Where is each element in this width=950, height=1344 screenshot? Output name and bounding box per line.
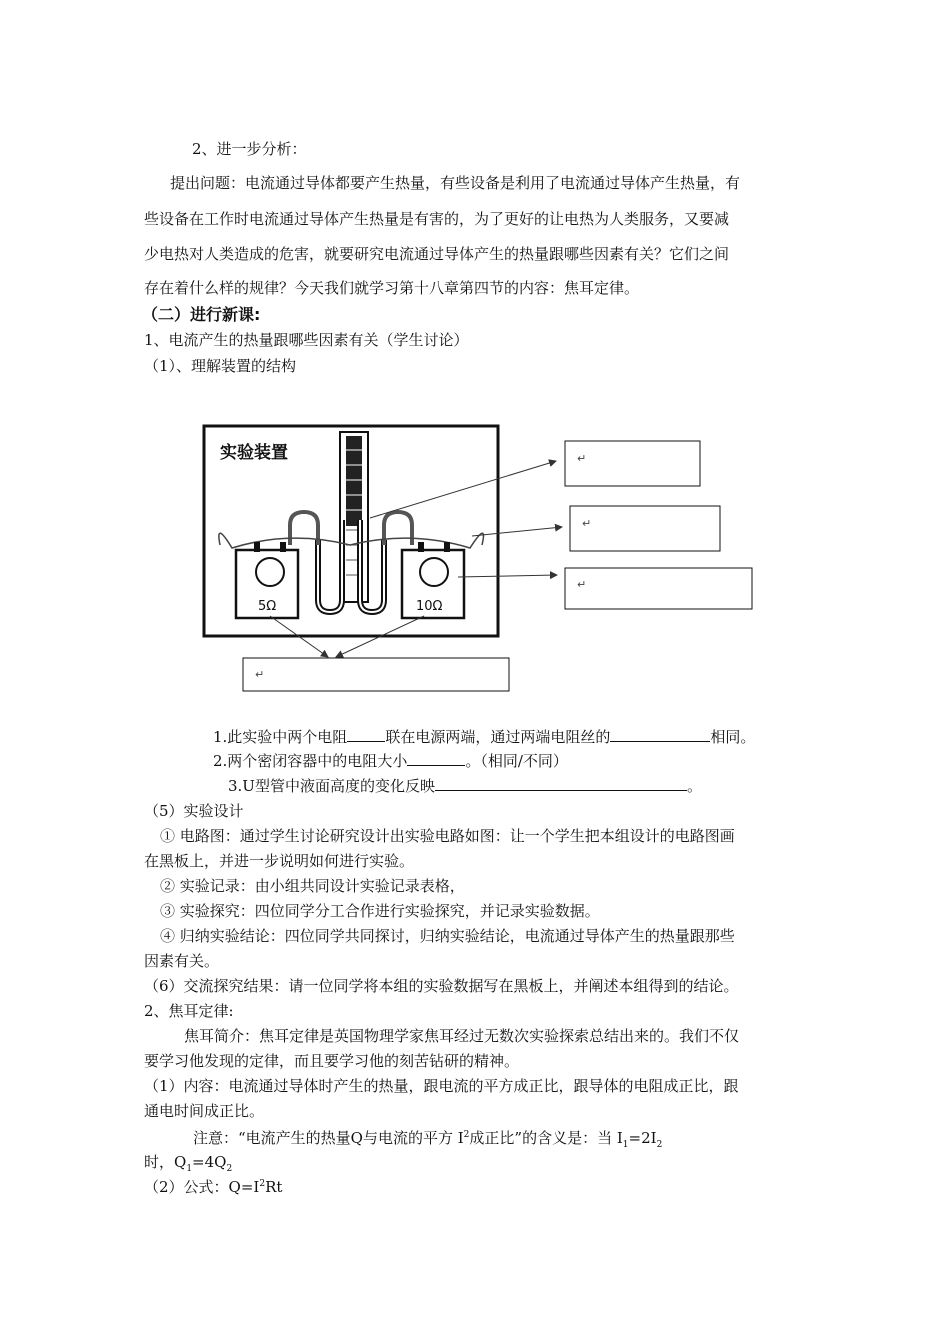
question-line-3: 少电热对人类造成的危害，就要研究电流通过导体产生的热量跟哪些因素有关？它们之间: [144, 245, 730, 263]
question-line-4: 存在着什么样的规律？今天我们就学习第十八章第四节的内容：焦耳定律。: [144, 279, 640, 297]
content-a: （1）内容：电流通过导体时产生的热量，跟电流的平方成正比，跟导体的电阻成正比，跟: [144, 1077, 739, 1095]
exchange-results: （6）交流探究结果：请一位同学将本组的实验数据写在黑板上，并阐述本组得到的结论。: [144, 977, 739, 995]
question-1: 1.此实验中两个电阻 联在电源两端，通过两端电阻丝的 相同。: [213, 728, 756, 746]
resistor-left-label: 5Ω: [258, 599, 277, 614]
design-step-2: ② 实验记录：由小组共同设计实验记录表格，: [160, 877, 465, 895]
question-3: 3.U型管中液面高度的变化反映 。: [228, 777, 702, 795]
svg-text:↵: ↵: [577, 452, 587, 465]
answer-box-4: [243, 658, 509, 691]
design-step-4a: ④ 归纳实验结论：四位同学共同探讨，归纳实验结论，电流通过导体产生的热量跟那些: [160, 927, 735, 945]
item-2-heading: 2、焦耳定律:: [144, 1002, 234, 1020]
design-step-4b: 因素有关。: [144, 952, 220, 970]
svg-text:↵: ↵: [582, 517, 592, 530]
svg-text:↵: ↵: [577, 578, 587, 591]
joule-intro-a: 焦耳简介：焦耳定律是英国物理学家焦耳经过无数次实验探索总结出来的。我们不仅: [184, 1027, 740, 1045]
content-b: 通电时间成正比。: [144, 1102, 265, 1120]
item-1-heading: 1、电流产生的热量跟哪些因素有关（学生讨论）: [144, 331, 469, 349]
blank-same-quantity[interactable]: [610, 727, 710, 742]
blank-reflects[interactable]: [435, 776, 687, 791]
answer-box-2: [570, 506, 720, 551]
svg-text:↵: ↵: [255, 668, 265, 681]
blank-connection[interactable]: [347, 727, 385, 742]
answer-box-3: [565, 568, 752, 609]
heading-new-lesson: （二）进行新课:: [142, 305, 261, 324]
joule-intro-b: 要学习他发现的定律，而且要学习他的刻苦钻研的精神。: [144, 1052, 520, 1070]
blank-resistance[interactable]: [407, 751, 465, 766]
resistor-right-label: 10Ω: [416, 599, 443, 614]
when-line: 时，$Q_1=4Q_2$: [144, 1153, 233, 1174]
design-title: （5）实验设计: [144, 802, 244, 820]
item-1-sub: （1）、理解装置的结构: [144, 357, 297, 375]
question-line-2: 些设备在工作时电流通过导体产生热量是有害的，为了更好的让电热为人类服务，又要减: [144, 210, 730, 228]
design-step-1a: ① 电路图：通过学生讨论研究设计出实验电路如图：让一个学生把本组设计的电路图画: [160, 827, 735, 845]
question-2: 2.两个密闭容器中的电阻大小 。（相同/不同）: [213, 752, 568, 770]
design-step-3: ③ 实验探究：四位同学分工合作进行实验探究，并记录实验数据。: [160, 902, 600, 920]
note-line: 注意：“电流产生的热量Q与电流的平方 $I^2$成正比”的含义是：当 $I_1=2I_2$: [193, 1129, 663, 1150]
section-further-analysis: 2、进一步分析：: [192, 140, 307, 158]
formula-line: （2）公式：$Q=I^2Rt$: [144, 1178, 283, 1196]
design-step-1b: 在黑板上，并进一步说明如何进行实验。: [144, 852, 415, 870]
apparatus-title: 实验装置: [220, 443, 288, 463]
question-line-1: 提出问题：电流通过导体都要产生热量，有些设备是利用了电流通过导体产生热量，有: [170, 174, 741, 192]
